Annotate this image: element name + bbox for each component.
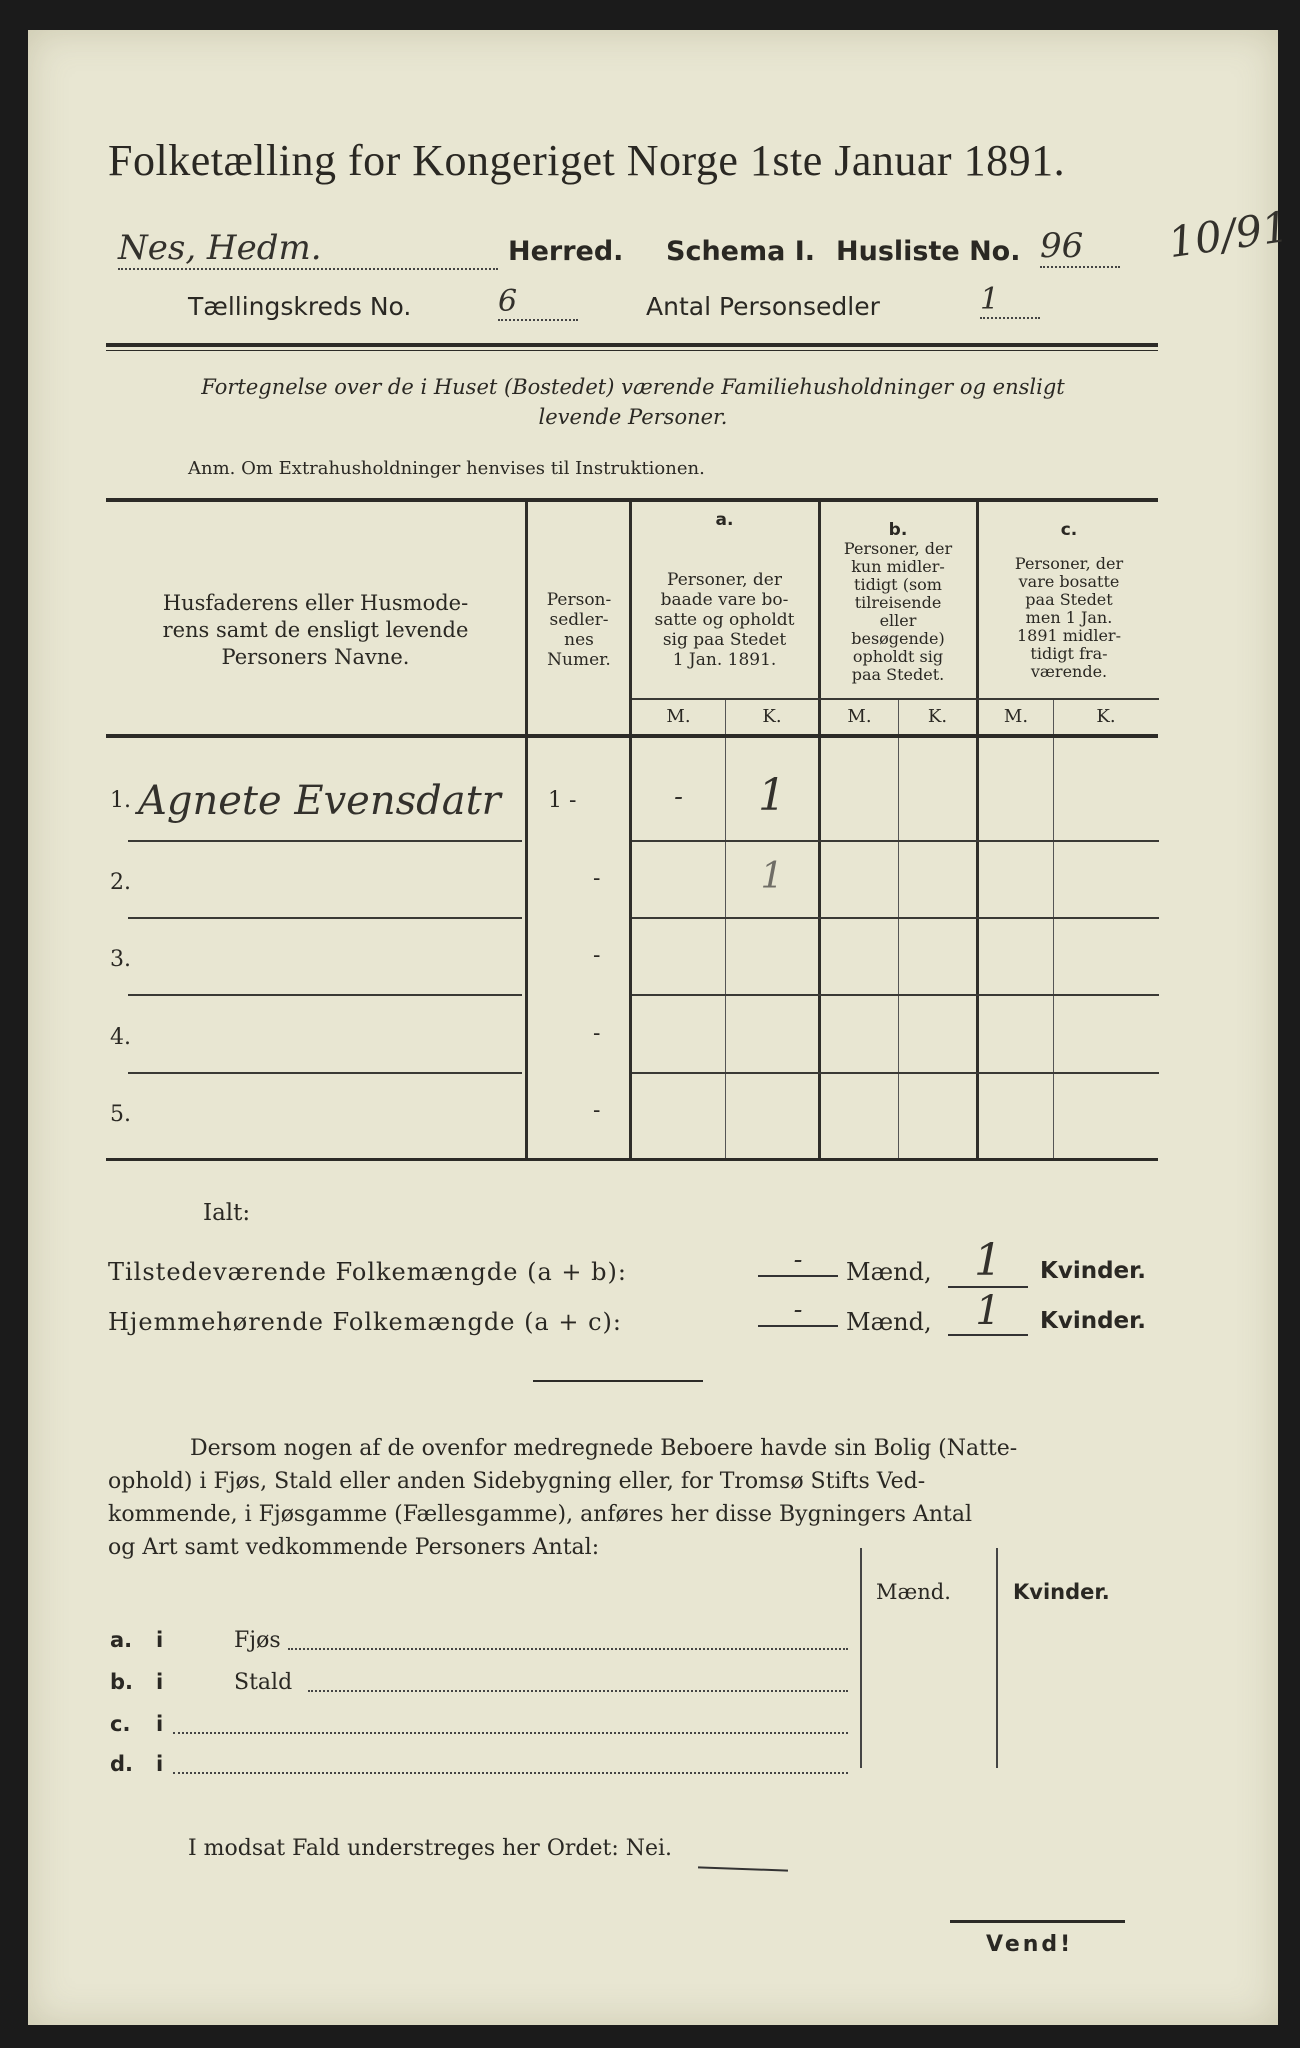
- row-number: 1.: [110, 788, 131, 813]
- b-k-label: K.: [927, 706, 948, 727]
- item-prep: i: [156, 1628, 164, 1652]
- col-num-header: Person- sedler- nes Numer.: [546, 590, 612, 670]
- item-prep: i: [156, 1712, 164, 1736]
- table-top-rule: [106, 498, 1158, 502]
- row-line: [128, 840, 522, 842]
- bolig-maend-header: Mænd.: [876, 1580, 951, 1604]
- tilstede-kvinder-label: Kvinder.: [1040, 1258, 1146, 1284]
- item-dotted-line: [308, 1690, 848, 1692]
- row-line: [128, 1072, 522, 1074]
- hjemme-kvinder-value: 1: [948, 1288, 1028, 1336]
- herred-label: Herred.: [508, 236, 624, 267]
- row-number: 4.: [110, 1025, 131, 1050]
- item-letter: c.: [110, 1712, 131, 1736]
- item-dotted-line: [288, 1648, 848, 1650]
- hjemme-maend-label: Mænd,: [846, 1308, 932, 1336]
- row-name: Agnete Evensdatr: [138, 778, 501, 824]
- col-a-letter: a.: [715, 510, 734, 530]
- husliste-label: Husliste No.: [836, 236, 1021, 267]
- anm-note: Anm. Om Extrahusholdninger henvises til Instruktionen.: [188, 458, 705, 479]
- intro-line-1: Fortegnelse over de i Huset (Bostedet) værende Familiehusholdninger og ensligt: [201, 375, 1065, 399]
- husliste-value: 96: [1040, 226, 1120, 268]
- tilstede-kvinder-value: 1: [948, 1235, 1028, 1288]
- table-header-bottom-rule: [106, 734, 1158, 738]
- antal-value: 1: [980, 282, 1040, 319]
- ialt-label: Ialt:: [203, 1200, 251, 1226]
- row-number: 5.: [110, 1102, 131, 1127]
- header-rule-thin: [106, 350, 1158, 351]
- col-b-letter: b.: [888, 520, 908, 540]
- col-c-letter: c.: [1060, 520, 1078, 540]
- schema-label: Schema I.: [666, 236, 816, 267]
- header-rule: [106, 343, 1158, 347]
- c-k-label: K.: [1096, 706, 1116, 727]
- col-name-header: Husfaderens eller Husmode- rens samt de ensligt levende Personers Navne.: [162, 591, 469, 669]
- row-line: [128, 994, 522, 996]
- row-a-k: 1: [760, 856, 784, 897]
- item-letter: a.: [110, 1628, 133, 1652]
- item-dotted-line: [173, 1732, 848, 1734]
- col-b-header: Personer, der kun midler- tidigt (som tilreisende eller besøgende) opholdt sig paa Stedet.: [843, 539, 953, 684]
- b-m-label: M.: [847, 706, 872, 727]
- bolig-divider-1: [860, 1548, 862, 1768]
- row-person-number: 1 -: [548, 788, 577, 813]
- item-dotted-line: [173, 1772, 848, 1774]
- tilstede-maend-value: -: [758, 1245, 838, 1277]
- a-k-label: K.: [762, 706, 782, 727]
- form-title: Folketælling for Kongeriget Norge 1ste Januar 1891.: [108, 136, 1066, 185]
- row-person-number: -: [593, 866, 601, 891]
- row-person-number: -: [593, 943, 601, 968]
- row-line: [128, 917, 522, 919]
- section-divider: [533, 1380, 703, 1382]
- col-c-header: Personer, der vare bosatte paa Stedet men 1 Jan. 1891 midler- tidigt fra- værende.: [1014, 554, 1124, 681]
- modsat-text: I modsat Fald understreges her Ordet: Nei.: [188, 1836, 673, 1861]
- hjemme-kvinder-label: Kvinder.: [1040, 1308, 1146, 1334]
- kreds-value: 6: [498, 284, 578, 321]
- vend-label: Vend!: [986, 1932, 1074, 1957]
- item-prep: i: [156, 1752, 164, 1776]
- item-letter: d.: [110, 1752, 134, 1776]
- tilstede-label: Tilstedeværende Folkemængde (a + b):: [108, 1258, 627, 1286]
- row-number: 2.: [110, 870, 131, 895]
- row-line: [632, 917, 1159, 919]
- row-a-k: 1: [758, 770, 786, 821]
- col-a-header: Personer, der baade vare bo- satte og opholdt sig paa Stedet 1 Jan. 1891.: [654, 570, 795, 670]
- tilstede-maend-label: Mænd,: [846, 1258, 932, 1286]
- item-text: Stald: [234, 1670, 293, 1695]
- row-line: [632, 994, 1159, 996]
- vend-rule: [950, 1920, 1125, 1923]
- hjemme-maend-value: -: [758, 1295, 838, 1327]
- c-m-label: M.: [1003, 706, 1029, 727]
- item-letter: b.: [110, 1670, 134, 1694]
- herred-value: Nes, Hedm.: [118, 228, 498, 270]
- divider-name-num: [525, 502, 528, 1160]
- kreds-label: Tællingskreds No.: [188, 292, 412, 321]
- divider-c-mk: [1053, 698, 1054, 1160]
- subheader-rule-top: [632, 698, 1159, 700]
- hjemme-label: Hjemmehørende Folkemængde (a + c):: [108, 1308, 622, 1336]
- corner-note: 10/91: [1165, 201, 1292, 268]
- a-m-label: M.: [666, 706, 691, 727]
- item-prep: i: [156, 1670, 164, 1694]
- row-line: [632, 1072, 1159, 1074]
- row-person-number: -: [593, 1098, 601, 1123]
- bolig-kvinder-header: Kvinder.: [1013, 1580, 1110, 1604]
- divider-b-mk: [898, 698, 899, 1160]
- bolig-divider-2: [996, 1548, 998, 1768]
- table-bottom-rule: [106, 1158, 1158, 1161]
- row-person-number: -: [593, 1021, 601, 1046]
- bolig-paragraph: Dersom nogen af de ovenfor medregnede Beboere havde sin Bolig (Natte- ophold) i Fjøs, Stald eller anden Sidebygning eller, for Tromsø Stifts Ved- kommende, i Fjøsgamme (Fællesgamme), anføres her disse Bygningers Antal og Art samt vedkommende Personers Antal:: [108, 1436, 1018, 1560]
- census-form-page: [28, 30, 1292, 2025]
- divider-a-mk: [725, 698, 726, 1160]
- nei-underline: [698, 1866, 788, 1871]
- row-number: 3.: [110, 947, 131, 972]
- antal-label: Antal Personsedler: [646, 292, 880, 321]
- row-line: [632, 840, 1159, 842]
- row-a-m: -: [674, 782, 683, 812]
- item-text: Fjøs: [234, 1628, 281, 1653]
- intro-line-2: levende Personer.: [538, 405, 728, 429]
